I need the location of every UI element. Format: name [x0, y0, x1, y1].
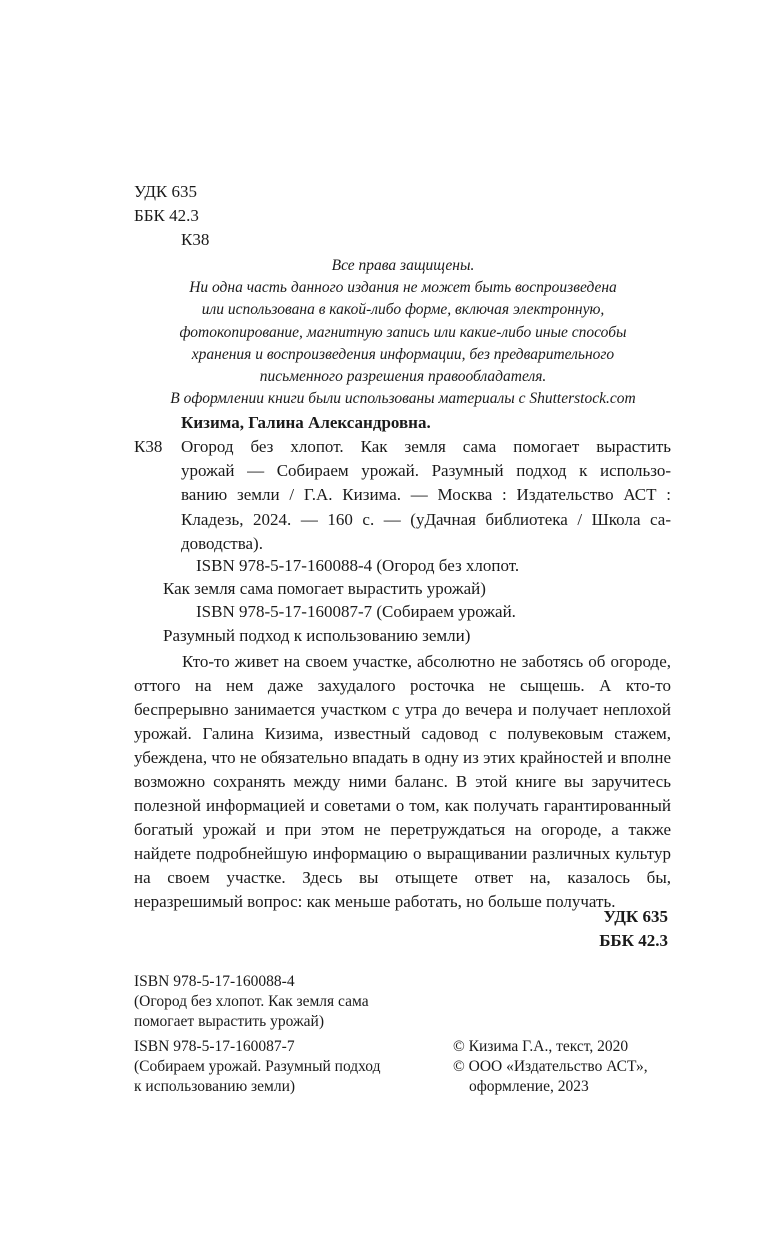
bib-line: урожай — Собираем урожай. Разумный подход к использо-	[181, 461, 671, 481]
rights-line: или использована в какой-либо форме, включая электронную,	[201, 301, 605, 319]
copyright-notice	[453, 1037, 648, 1098]
udk-code: УДК 635	[134, 182, 198, 201]
isbn-line: ISBN 978-5-17-160088-4 (Огород без хлопот.	[196, 556, 520, 575]
isbn-title-line: помогает вырастить урожай)	[134, 1013, 325, 1031]
copyright-line: © ООО «Издательство АСТ»,	[453, 1058, 648, 1076]
rights-line: В оформлении книги были использованы материалы с Shutterstock.com	[170, 390, 636, 408]
isbn-title-line: к использованию земли)	[134, 1078, 296, 1096]
annotation-text: Кто-то живет на своем участке, абсолютно не заботясь об огороде, оттого на нем даже захудалого росточка не сыщешь. А кто-то беспрерывно занимается участком с утра до вечера и получает неплохой урожай. Галина Кизима, известный садовод с полувековым стажем, убеждена, что не обязательно впадать в одну из этих крайностей и вполне возможно сохранять между ними баланс. В этой книге вы заручитесь полезной информацией и советами о том, как получать гарантированный богатый урожай и при этом не перетруждаться на огороде, а также найдете подробнейшую информацию о выращивании различных культур на своем участке. Здесь вы отыщете ответ на, казалось бы, неразрешимый вопрос: как меньше работать, но больше получать.	[134, 652, 671, 911]
bib-line: Огород без хлопот. Как земля сама помогает вырастить	[181, 437, 671, 456]
bib-line: Кладезь, 2024. — 160 с. — (уДачная библиотека / Школа са-	[181, 509, 671, 529]
bib-line: доводства).	[181, 533, 263, 553]
rights-notice	[134, 255, 672, 410]
copyright-line: оформление, 2023	[469, 1078, 589, 1096]
bibliography-mark: К38	[134, 437, 163, 456]
isbn-footer-2	[134, 1037, 381, 1098]
rights-line: Ни одна часть данного издания не может быть воспроизведена	[189, 279, 617, 297]
author-name: Кизима, Галина Александровна.	[181, 413, 431, 432]
isbn-number: ISBN 978-5-17-160088-4	[134, 973, 295, 990]
annotation	[134, 650, 671, 914]
isbn-line: ISBN 978-5-17-160087-7 (Собираем урожай.	[196, 602, 516, 622]
bbk-code: ББК 42.3	[134, 206, 199, 225]
isbn-block	[163, 554, 519, 647]
isbn-line: Как земля сама помогает вырастить урожай)	[163, 579, 486, 599]
rights-line: Все права защищены.	[331, 257, 475, 274]
isbn-footer-1	[134, 972, 369, 1033]
bbk-code-bottom: ББК 42.3	[599, 931, 668, 950]
bib-line: ванию земли / Г.А. Кизима. — Москва : Издательство АСТ :	[181, 485, 671, 505]
isbn-title-line: (Огород без хлопот. Как земля сама	[134, 993, 369, 1011]
copyright-line: © Кизима Г.А., текст, 2020	[453, 1038, 629, 1055]
rights-line: письменного разрешения правообладателя.	[259, 368, 547, 386]
isbn-number: ISBN 978-5-17-160087-7	[134, 1038, 295, 1055]
isbn-line: Разумный подход к использованию земли)	[163, 625, 471, 645]
rights-line: хранения и воспроизведения информации, без предварительного	[191, 345, 615, 363]
author-mark: К38	[181, 230, 210, 249]
classification-codes-bottom	[599, 905, 668, 953]
rights-line: фотокопирование, магнитную запись или какие-либо иные способы	[179, 323, 627, 341]
udk-code-bottom: УДК 635	[603, 907, 668, 926]
bibliographic-record	[181, 435, 671, 556]
classification-codes	[134, 180, 209, 252]
isbn-title-line: (Собираем урожай. Разумный подход	[134, 1058, 381, 1076]
